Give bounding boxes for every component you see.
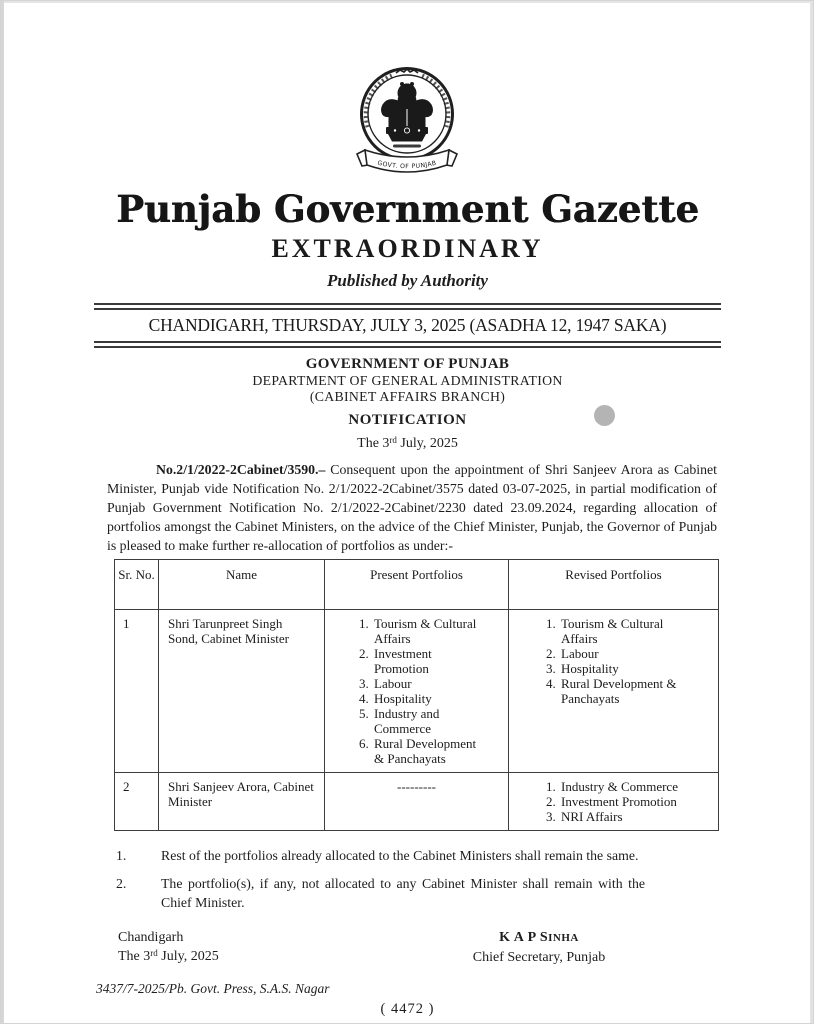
signatory-title: Chief Secretary, Punjab: [472, 950, 606, 965]
portfolio-item: 3. NRI Affairs: [559, 809, 698, 824]
notification-heading: NOTIFICATION: [348, 412, 467, 428]
portfolio-item: 2. Investment Promotion: [559, 794, 698, 809]
header-name: Name: [159, 560, 325, 610]
portfolio-item: 3. Labour: [372, 676, 488, 691]
page-content: [1, 189, 813, 1018]
page-number: ( 4472 ): [380, 1001, 435, 1017]
signatory: [419, 928, 659, 967]
portfolio-item: 1. Industry & Commerce: [559, 779, 698, 794]
gazette-subtitle: EXTRAORDINARY: [271, 234, 544, 263]
department-name: DEPARTMENT OF GENERAL ADMINISTRATION: [252, 373, 563, 388]
scan-artifact-dot: [594, 405, 615, 426]
punjab-government-emblem-icon: [352, 63, 462, 185]
portfolio-item: 4. Rural Development & Panchayats: [559, 676, 698, 706]
table-header-row: [115, 560, 719, 610]
footer-date-prefix: The 3: [118, 949, 151, 964]
portfolio-item: 2. Labour: [559, 646, 698, 661]
portfolio-item: 1. Tourism & Cultural Affairs: [372, 616, 488, 646]
table-row: [115, 610, 719, 773]
notification-date-ordinal: rd: [389, 434, 397, 445]
signature-block: [94, 928, 721, 968]
row1-sr: 1: [115, 610, 159, 773]
government-name: GOVERNMENT OF PUNJAB: [305, 356, 510, 372]
branch-name: (CABINET AFFAIRS BRANCH): [309, 389, 506, 404]
row1-name: Shri Tarunpreet Singh Sond, Cabinet Minister: [159, 610, 325, 773]
press-imprint: 3437/7-2025/Pb. Govt. Press, S.A.S. Nagar: [96, 981, 330, 996]
note-item: Rest of the portfolios already allocated to the Cabinet Ministers shall remain the same.: [161, 848, 639, 863]
portfolio-item: 5. Industry and Commerce: [372, 706, 488, 736]
double-rule-top: [94, 303, 721, 310]
row2-present-empty: ---------: [325, 773, 509, 831]
signatory-name: K A P SINHA: [499, 930, 579, 945]
portfolio-item: 1. Tourism & Cultural Affairs: [559, 616, 698, 646]
footer-date-ordinal: rd: [150, 947, 158, 958]
notification-body-text: Consequent upon the appointment of Shri Sanjeev Arora as Cabinet Minister, Punjab vide Notification No. 2/1/2022-2Cabinet/3575 dated 03-07-2025, in partial modification of Punjab Government Notification No. 2/1/2022-2Cabinet/2230 dated 23.09.2024, regarding allocation of portfolios amongst the Cabinet Ministers, on the advice of the Chief Minister, Punjab, the Governor of Punjab is pleased to make further re-allocation of portfolios as under:-: [107, 462, 717, 553]
notification-date: [94, 436, 721, 452]
place-and-date: [118, 928, 219, 967]
footer-place: Chandigarh: [118, 930, 184, 945]
gazette-title: Punjab Government Gazette: [116, 187, 699, 231]
issuing-department: [94, 356, 721, 405]
notification-date-prefix: The 3: [357, 436, 390, 451]
emblem-container: [1, 63, 813, 187]
double-rule-bottom: [94, 341, 721, 348]
emblem-banner-text: GOVT. OF PUNJAB: [376, 159, 438, 171]
portfolio-item: 4. Hospitality: [372, 691, 488, 706]
footer-date: [118, 947, 219, 967]
row1-revised-portfolios: [509, 610, 719, 773]
header-sr-no: Sr. No.: [115, 560, 159, 610]
published-by-authority: Published by Authority: [327, 271, 488, 290]
note-item: The portfolio(s), if any, not allocated to any Cabinet Minister shall remain with the Chief Minister.: [161, 876, 645, 910]
portfolio-item: 6. Rural Development & Panchayats: [372, 736, 488, 766]
header-present-portfolios: Present Portfolios: [325, 560, 509, 610]
footer-date-suffix: July, 2025: [157, 949, 219, 964]
header-revised-portfolios: Revised Portfolios: [509, 560, 719, 610]
table-row: [115, 773, 719, 831]
portfolio-table: [114, 559, 719, 831]
notes-list: [94, 846, 723, 912]
portfolio-item: 3. Hospitality: [559, 661, 698, 676]
row1-present-portfolios: [325, 610, 509, 773]
row2-sr: 2: [115, 773, 159, 831]
notification-paragraph: [107, 460, 717, 555]
portfolio-item: 2. Investment Promotion: [372, 646, 488, 676]
notification-date-suffix: July, 2025: [396, 436, 458, 451]
notification-number: No.2/1/2022-2Cabinet/3590.–: [156, 462, 326, 477]
row2-name: Shri Sanjeev Arora, Cabinet Minister: [159, 773, 325, 831]
issue-date-line: CHANDIGARH, THURSDAY, JULY 3, 2025 (ASADHA 12, 1947 SAKA): [148, 315, 667, 335]
row2-revised-portfolios: [509, 773, 719, 831]
